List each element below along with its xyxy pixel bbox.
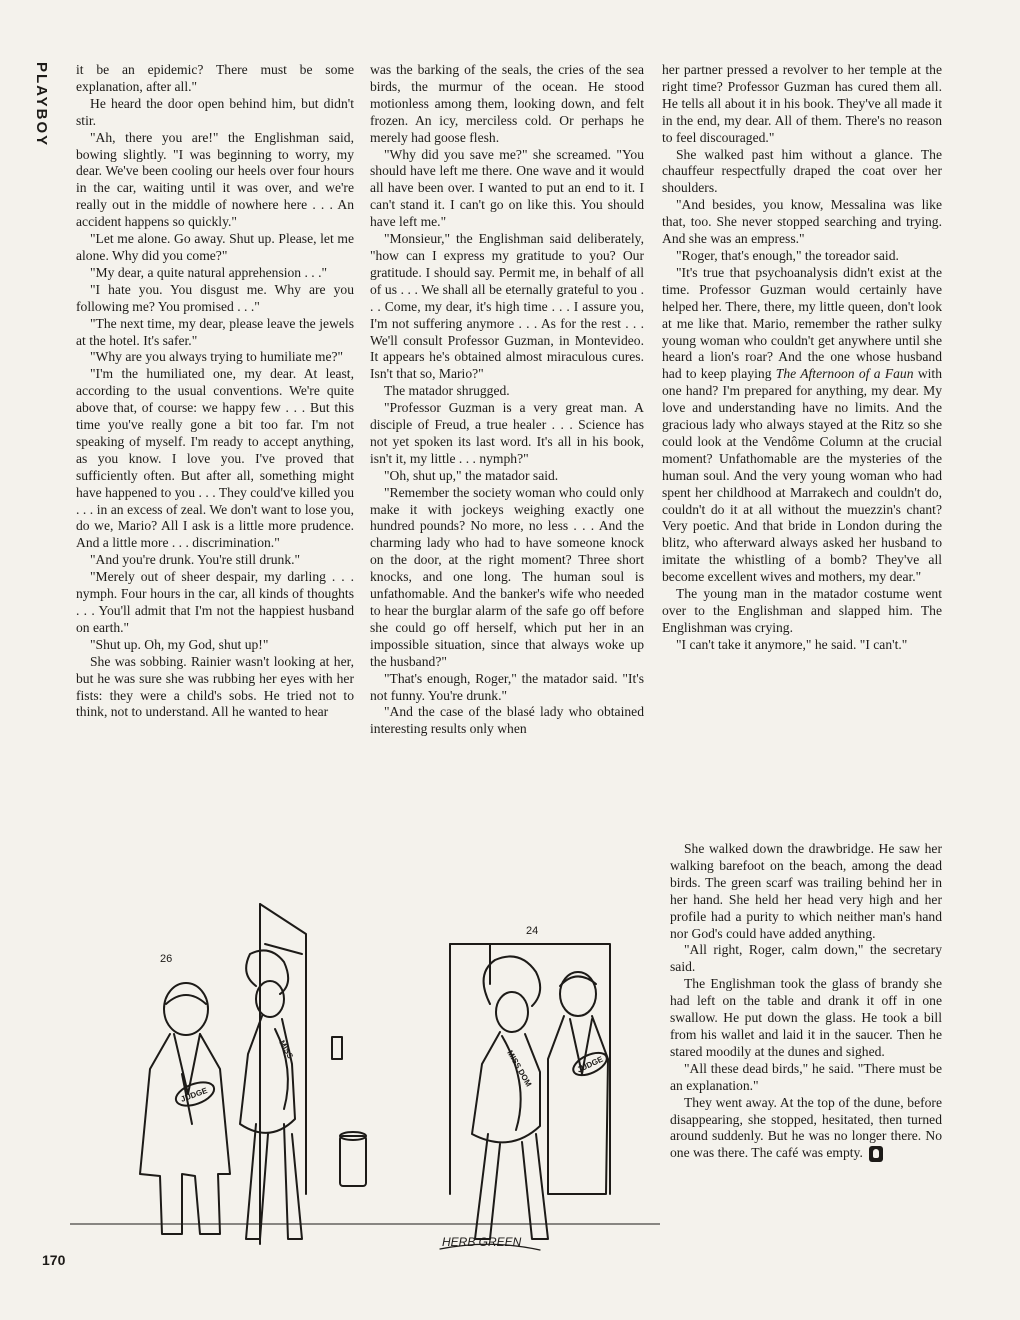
paragraph: She walked down the drawbridge. He saw her walking barefoot on the beach, among the dead birds. The green scarf was trailing behind her in her hand. She held her head very high and her profile had a purity to which neither man's hand nor God's could have added anything. (670, 841, 942, 941)
paragraph: He heard the door open behind him, but didn't stir. (76, 95, 354, 128)
paragraph: "And the case of the blasé lady who obtained interesting results only when (370, 704, 644, 737)
paragraph: The young man in the matador costume went over to the Englishman and slapped him. The Englishman was crying. (662, 586, 942, 635)
right-miss-figure (472, 956, 548, 1239)
light-switch (332, 1037, 342, 1059)
paragraph: "Why are you always trying to humiliate me?" (90, 349, 344, 365)
paragraph: "Why did you save me?" she screamed. "You should have left me there. One wave and it would all have been over. I wanted to put an end to it. I can't stand it. I can't go on like this. You should have left me." (370, 146, 644, 230)
paragraph: "Roger, that's enough," the toreador said. (676, 247, 899, 263)
judge-sash-left: JUDGE (179, 1085, 209, 1104)
paragraph: "All right, Roger, calm down," the secretary said. (670, 942, 942, 975)
paragraph: "And besides, you know, Messalina was like that, too. She never stopped searching and trying. And she was an empress." (662, 197, 942, 247)
trash-can (340, 1136, 366, 1186)
paragraph: She walked past him without a glance. The chauffeur respectfully draped the coat over her shoulders. (662, 146, 942, 196)
masthead-text: PLAYBOY (33, 62, 50, 148)
paragraph: "Professor Guzman is a very great man. A disciple of Freud, a true healer . . . Science has not yet spoken its last word. It's all in his book, isn't it, my little . . . nymph?" (370, 400, 644, 466)
right-judge-figure (548, 972, 610, 1194)
text-column-2 (370, 62, 644, 738)
paragraph: "I'm the humiliated one, my dear. At least, according to the usual conventions. We're quite above that, of course: we happy few . . . But this time you've really gone a bit too far. I'm not speaking of myself. I'm ready to accept anything, as you know. I love you. I've proved that sufficiently often. But after all, something might have happened to you . . . They could've killed you . . . in an excess of zeal. We don't want to lose you, do we, Mario? All I ask is a little more prudence. And a little more . . . discrimination." (76, 366, 354, 551)
paragraph: her partner pressed a revolver to her temple at the right time? Professor Guzman has cured them all. He tells all about it in his book. They've all made it in the end, my dear. All of them. There's no reason to feel discouraged." (662, 62, 942, 145)
paragraph: "And you're drunk. You're still drunk." (90, 552, 301, 568)
paragraph: She was sobbing. Rainier wasn't looking at her, but he was sure she was rubbing her eyes with her fists: they were a child's sobs. He tried not to think, not to understand. All he wanted to hear (76, 653, 354, 720)
paragraph: "Ah, there you are!" the Englishman said, bowing slightly. "I was beginning to worry, my dear. We've been cooling our heels over four hours in the car, waiting until it was over, and we're really out in the middle of nowhere here . . . An accident happens so quickly." (76, 129, 354, 230)
paragraph: The Englishman took the glass of brandy she had left on the table and drank it off in one swallow. He put down the glass. He took a bill from his wallet and laid it in the saucer. Then he stared moodily at the dunes and sighed. (670, 976, 942, 1059)
miss-sash-left: MISS (277, 1038, 295, 1061)
paragraph: "Monsieur," the Englishman said deliberately, "how can I express my gratitude to you? Our gratitude. I should say. Permit me, in behalf of all of us . . . We shall all be eternally grateful to you . . . Come, my dear, it's high time . . . I assure you, I'm not suffering anymore . . . As for the rest . . . We'll consult Professor Guzman, in Montevideo. It appears he's obtained almost miraculous cures. Isn't that so, Mario?" (370, 231, 644, 382)
paragraph: "Oh, shut up," the matador said. (384, 467, 559, 483)
door-number-right: 24 (526, 925, 539, 937)
end-mark-icon (869, 1146, 883, 1162)
paragraph: "That's enough, Roger," the matador said. "It's not funny. You're drunk." (370, 670, 644, 703)
artist-signature: HERB GREEN (442, 1235, 522, 1249)
italic-title: The Afternoon of a Faun (775, 366, 914, 382)
judge-sash-right: JUDGE (575, 1054, 605, 1075)
paragraph: "Shut up. Oh, my God, shut up!" (90, 636, 269, 652)
left-miss-figure (240, 950, 302, 1239)
paragraph: was the barking of the seals, the cries of the sea birds, the murmur of the ocean. He stood motionless among them, looking down, and felt frozen. An icy, merciless cold. Or perhaps he merely had goose flesh. (370, 62, 644, 145)
paragraph: "My dear, a quite natural apprehension . . ." (90, 264, 328, 280)
paragraph-start: "It's true that psychoanalysis didn't exist at the time. Professor Guzman would certainly have helped her. There, there, my little queen, don't look at me like that. Mario, remember the rather sulky young woman who couldn't get anywhere until she heard a lion's roar? And the one whose husband had to keep playing (662, 264, 942, 382)
final-sentence: They went away. At the top of the dune, before disappearing, she stopped, hesitated, then turned around suddenly. But he was no longer there. No one was there. The café was empty. (670, 1094, 942, 1161)
door-number-left: 26 (160, 953, 173, 965)
paragraph (670, 1095, 942, 1163)
cartoon-illustration (70, 894, 660, 1264)
paragraph-with-title (662, 265, 942, 586)
miss-dom-sash: MISS DOM (505, 1048, 534, 1089)
paragraph-end: with one hand? I'm prepared for anything, my dear. My love and understanding have no limits. And the gracious lady who always stayed at the Ritz so she could look at the Vendôme Column at the crucial moment? Unfathomable are the mysteries of the human soul. And the very young woman who had spent her childhood at Marrakech and couldn't do, couldn't do it at all without the muezzin's chant? Very poetic. And that bride in London during the blitz, who afterward always asked her husband to imitate the whistling of a bomb? They've all become excellent wives and mothers, my dear." (662, 366, 942, 585)
paragraph: "All these dead birds," he said. "There must be an explanation." (670, 1060, 942, 1093)
text-column-1 (76, 62, 354, 721)
paragraph: "The next time, my dear, please leave the jewels at the hotel. It's safer." (76, 315, 354, 348)
paragraph: "Remember the society woman who could only make it with jockeys weighing exactly one hundred pounds? No more, no less . . . And the charming lady who had to have someone knock on the door, at the right moment? Three short knocks, and one long. The human soul is unfathomable. And the banker's wife who needed to hear the burglar alarm of the safe go off before she could go off herself, which put her in an impossible situation, since that always woke up the husband?" (370, 484, 644, 669)
paragraph: "I can't take it anymore," he said. "I can't." (676, 636, 908, 652)
left-judge-figure (140, 983, 230, 1234)
text-column-3-continued (670, 841, 942, 1162)
page-number: 170 (42, 1252, 66, 1268)
paragraph: "Let me alone. Go away. Shut up. Please, let me alone. Why did you come?" (76, 231, 354, 263)
paragraph: it be an epidemic? There must be some explanation, after all." (76, 62, 354, 94)
paragraph: "Merely out of sheer despair, my darling . . . nymph. Four hours in the car, all kinds of thoughts . . . You'll admit that I'm not the happiest husband on earth." (76, 569, 354, 635)
paragraph: "I hate you. You disgust me. Why are you following me? You promised . . ." (76, 281, 354, 314)
paragraph: The matador shrugged. (384, 383, 510, 399)
